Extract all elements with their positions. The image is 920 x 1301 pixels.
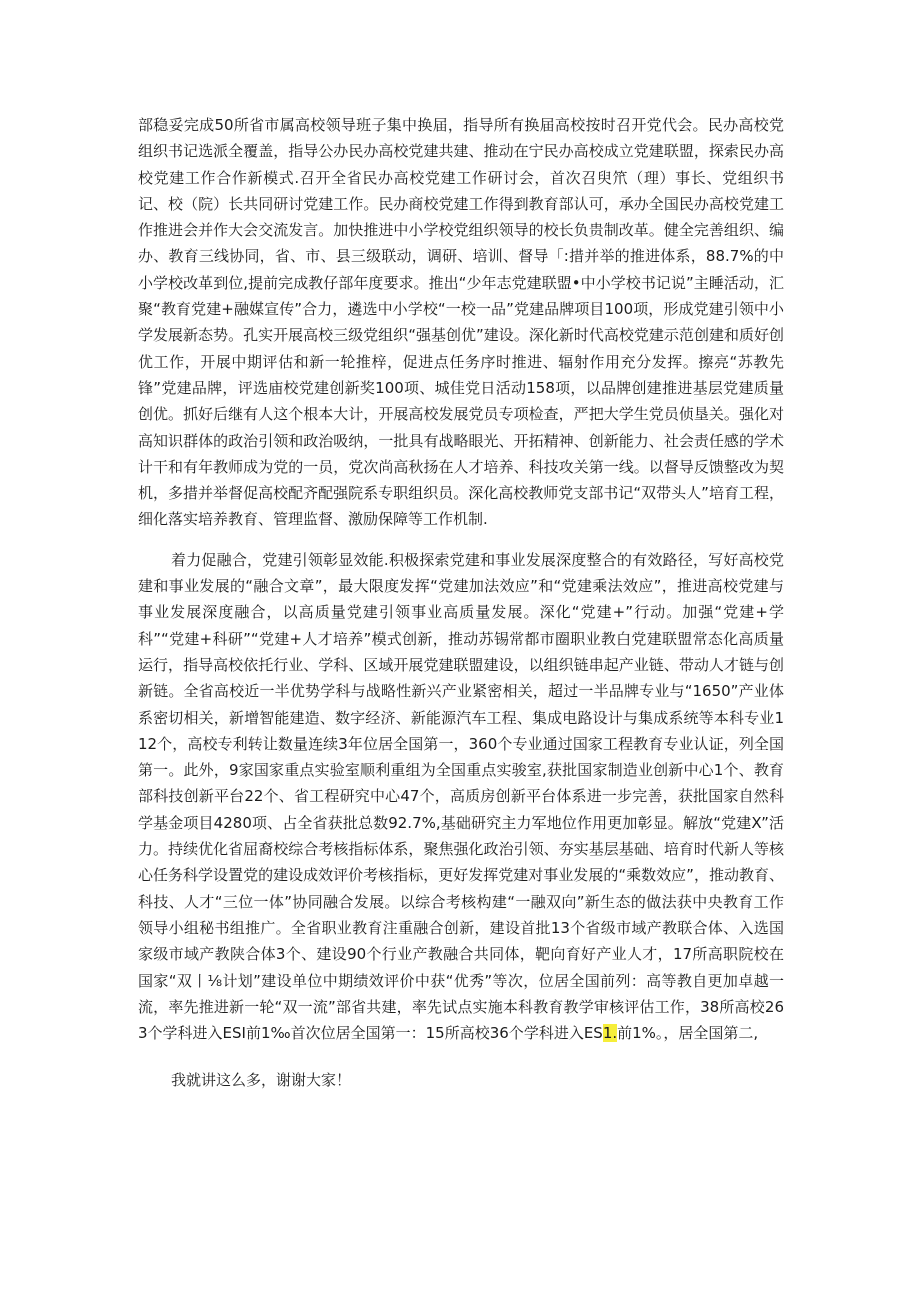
paragraph-spacer: [138, 533, 784, 547]
paragraph-party-building-organization: 部稳妥完成50所省市属高校领导班子集中换届，指导所有换届高校按时召开党代会。民办高校党组织书记选派全覆盖，指导公办民办高校党建共建、推动在宁民办高校成立党建联盟，探索民办高校党建工作合作新模式.召开全省民办高校党建工作研讨会，首次召臾笊（理）事长、党组织书记、校（院）长共同研讨党建工作。民办商校党建工作得到教育部认可，承办全国民办高校党建工作推进会并作大会交流发言。加快推进中小学校党组织领导的校长负贵制改革。健全完善组织、编办、教育三线协同，省、市、县三级联动，调研、培训、督导「:措并举的推进体系，88.7%的中小学校改革到位,提前完成教仔部年度要求。推出“少年志党建联盟•中小学校书记说”主睡活动，汇聚“教育党建+融媒宣传”合力，遴选中小学校“一校一品”党建品牌项目100项，形成党建引领中小学发展新态势。孔实开展高校三级党组织“强基创优”建设。深化新时代高校党建示范创建和质好创优工作，开展中期评估和新一轮推梓，促进点任务序时推进、辐射作用充分发挥。擦亮“苏教先锋”党建品牌，评选庙校党建创新奖100项、城佳党日活动158项，以品牌创建推进基层党建质量创优。抓好后继有人这个根本大计，开展高校发展党员专项检查，严把大学生党员侦垦关。强化对高知识群体的政治引领和政治吸纳，一批具有战略眼光、开拓精神、创新能力、社会责任感的学术计干和有年教师成为党的一员，党次尚高秋扬在人才培养、科技攻关第一线。以督导反馈整改为契机，多措并举督促高校配齐配强院系专职组织员。深化高校教师党支部书记“双带头人”培育工程，细化落实培养教育、管理监督、激励保障等工作机制.: [138, 116, 784, 529]
paragraph-integration: [138, 547, 784, 1047]
paragraph-integration-tail: 前1%。，居全国第二,: [617, 1024, 759, 1043]
document-body: [138, 112, 784, 1094]
paragraph-spacer: [138, 1046, 784, 1067]
paragraph-integration-main: 着力促融合，党建引领彰显效能.积极探索党建和事业发展深度整合的有效路径，写好高校党建和事业发展的“融合文章”，最大限度发挥“党建加法效应”和“党建乘法效应”，推进高校党建与事业发展深度融合，以高质量党建引领事业高质量发展。深化“党建+”行动。加强“党建+学科”“党建+科研”“党建+人才培养”模式创新，推动苏锡常都市圈职业教白党建联盟常态化高质量运行，指导高校依托行业、学科、区域开展党建联盟建设，以组织链串起产业链、带动人才链与创新链。全省高校近一半优势学科与战略性新兴产业紧密相关，超过一半品牌专业与“1650”产业体系密切相关，新增智能建造、数字经济、新能源汽车工程、集成电路设计与集成系统等本科专业112个，高校专利转让数量连续3年位居全国第一，360个专业通过国家工程教育专业认证，列全国第一。此外，9家国家重点实验室顺利重组为全国重点实骏室,获批国家制造业创新中心1个、教育部科技创新平台22个、省工程研究中心47个，高质房创新平台体系进一步完善，获批国家自然科学基金项目4280项、占全省获批总数92.7%,基础研究主力军地位作用更加彰显。解放“党建X”活力。持续优化省屈裔校综合考核指标体系，聚焦强化政治引领、夯实基层基础、培育时代新人等核心任务科学设置党的建设成效评价考核指标，更好发挥党建对事业发展的“乘数效应”，推动教育、科技、人才“三位一体”协同融合发展。以综合考核构建“一融双向”新生态的做法获中央教育工作领导小组秘书组推广。全省职业教育注重融合创新，建设首批13个省级市域产教联合体、入选国家级市域产教陕合体3个、建设90个行业产教融合共同体，靶向育好产业人才，17所高职院校在国家“双丨⅛计划”建设单位中期绩效评价中获“优秀”等次，位居全国前列：高等教自更加卓越一流，率先推进新一轮“双一流”部省共建，率先试点实施本科教育教学审核评估工作，38所高校263个学科进入ESI前1‰首次位居全国第一：15所高校36个学科进入ES: [138, 550, 784, 1043]
highlighted-text: 1.: [602, 1024, 618, 1043]
closing-remark: 我就讲这么多，谢谢大家！: [171, 1071, 352, 1090]
